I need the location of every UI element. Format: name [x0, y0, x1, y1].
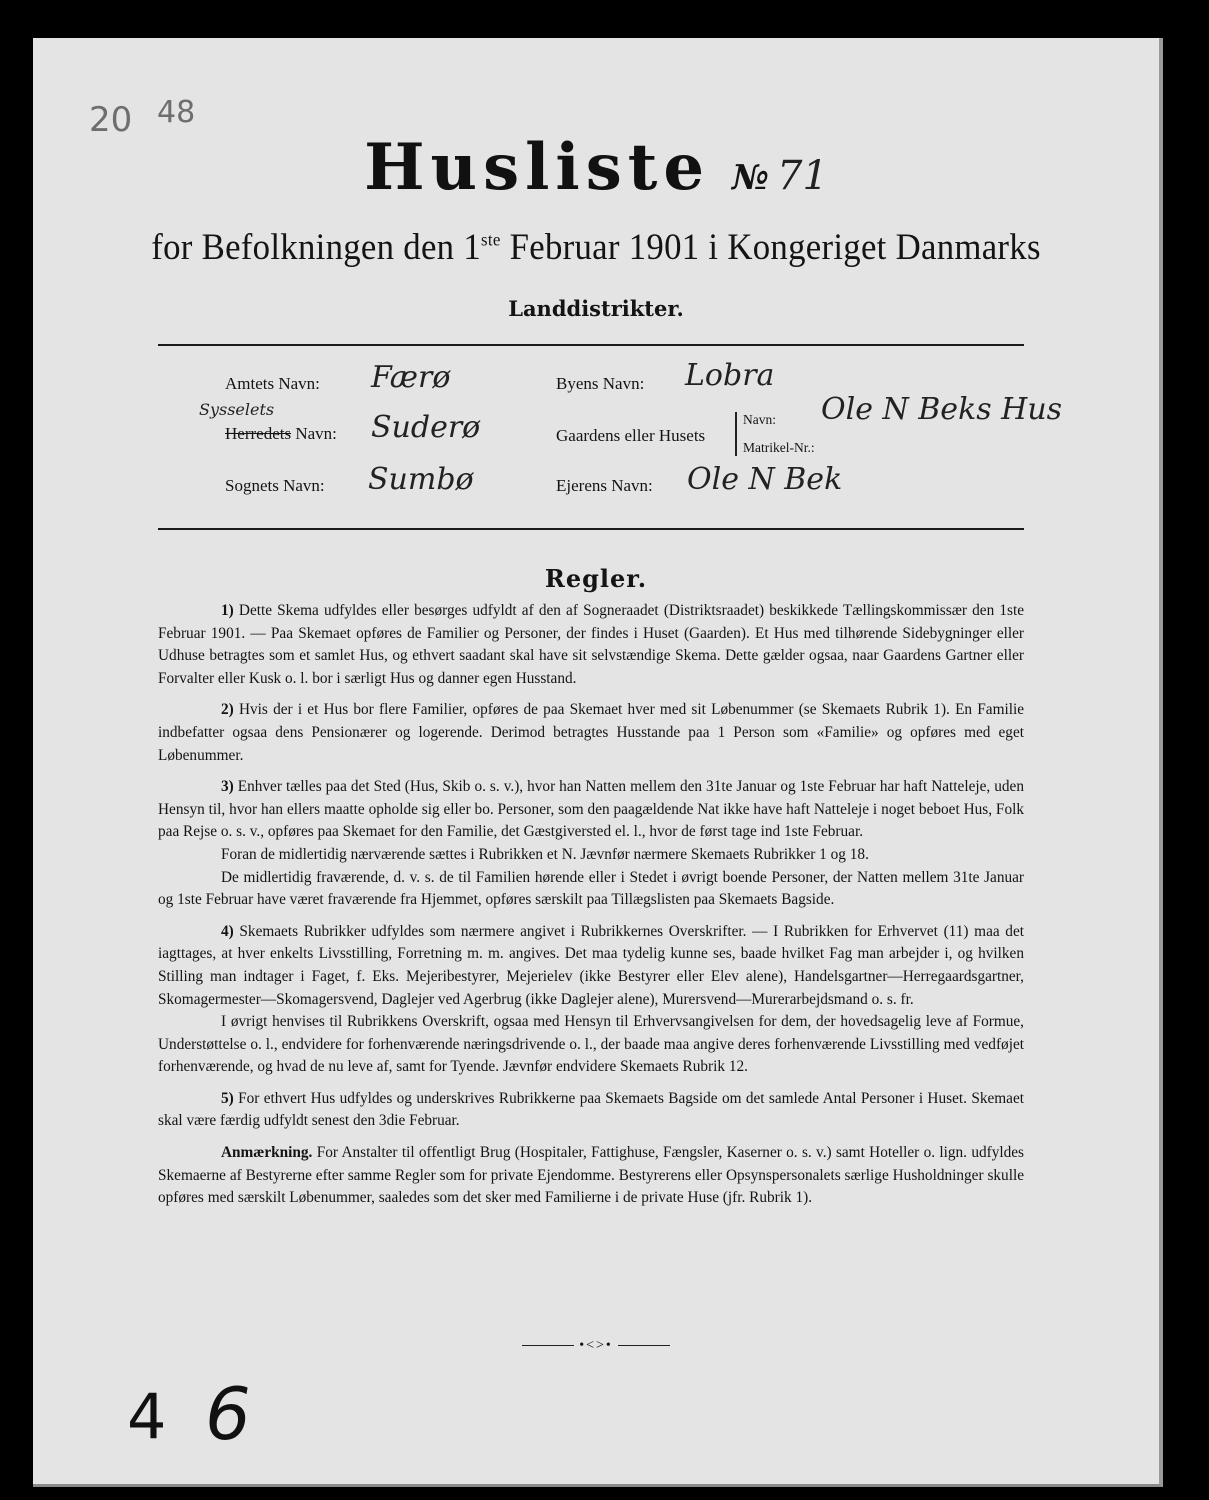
navn-value: Ole N Beks Hus: [821, 392, 1063, 427]
sogn-label: Sognets Navn:: [225, 476, 325, 495]
rule-3: [158, 776, 1024, 844]
rule-3-note-b-text: De midlertidig fraværende, d. v. s. de til Familien hørende eller i Stedet i øvrigt boende Personer, der Natten mellem 31te Januar og 1ste Februar have været fraværende fra Hjemmet, opføres særskilt paa Tillægslisten paa Skemaets Bagside.: [158, 868, 1024, 909]
subtitle-suffix: Februar 1901 i Kongeriget Danmarks: [500, 227, 1041, 268]
matrikel-label: Matrikel-Nr.:: [743, 440, 815, 455]
rule-1-number: 1): [221, 602, 234, 619]
rule-3-text: Enhver tælles paa det Sted (Hus, Skib o. s. v.), hvor han Natten mellem den 31te Januar og 1ste Februar har haft Natteleje, uden Hensyn til, hvor han ellers maatte opholde sig eller bo. Personer, som den paagældende Nat ikke have haft Natteleje i noget beboet Hus, Folk paa Rejse o. s. v., opføres paa Skemaet for den Familie, det Gæstgiversted el. l., hvor de først tage ind 1ste Februar.: [158, 778, 1024, 841]
rule-2-number: 2): [221, 701, 234, 719]
rule-4-number: 4): [221, 922, 234, 940]
gaard-bracket: [735, 412, 737, 456]
rule-5-number: 5): [221, 1089, 234, 1107]
ornament-divider: [33, 1338, 1159, 1354]
amt-label: Amtets Navn:: [225, 374, 320, 393]
gaard-label: Gaardens eller Husets: [556, 426, 706, 445]
form-number: 71: [777, 153, 828, 199]
subtitle-prefix: for Befolkningen den 1: [151, 227, 481, 268]
form-title: Husliste: [364, 130, 711, 205]
rules-body: [158, 600, 1024, 1219]
rule-1-text: Dette Skema udfyldes eller besørges udfyldt af den af Sogneraadet (Distriktsraadet) beskikkede Tællingskommissær den 1ste Februar 1901. — Paa Skemaet opføres de Familier og Personer, der findes i Huset (Gaarden). Et Hus med tilhørende Sidebygninger eller Udhuse betragtes som et samlet Hus, og ethvert saadant skal have sit selvstændige Skema. Dette gælder ogsaa, naar Gaardens Gartner eller Forvalter eller Kusk o. l. bor i særligt Hus og danner egen Husstand.: [158, 602, 1024, 687]
bottom-number-right: 6: [205, 1372, 251, 1456]
pencil-number-right: 48: [157, 95, 196, 130]
rule-4-note-text: I øvrigt henvises til Rubrikkens Overskrift, ogsaa med Hensyn til Erhvervsangivelsen for dem, der hovedsagelig leve af Formue, Understøttelse o. l., endvidere for forhenværende næringsdrivende o. l., der baade maa angive deres forhenværende Livsstilling med vedføjet forhenværende, og hvad de nu leve af, samt for Tyende. Jævnfør endvidere Skemaets Rubrik 12.: [158, 1013, 1024, 1076]
bottom-divider: [158, 528, 1024, 530]
rule-5: [158, 1088, 1024, 1133]
herred-label: [225, 424, 337, 444]
ornament-center: •<>•: [579, 1338, 613, 1353]
census-form-sheet: [33, 38, 1163, 1487]
amt-value: Færø: [371, 360, 451, 395]
herred-label-rest: Navn:: [291, 424, 337, 443]
rule-1: [158, 600, 1024, 690]
ejer-label: Ejerens Navn:: [556, 476, 653, 495]
rule-3-note-a: [158, 844, 1024, 867]
rule-4-text: Skemaets Rubrikker udfyldes som nærmere angivet i Rubrikkernes Overskrifter. — I Rubrikken for Erhvervet (11) maa det iagttages, at hver enkelts Livsstilling, Forretning m. m. angives. Det maa tydelig kunne ses, baade hvilket Fag man arbejder i, og hvilken Stilling man indtager i Faget, f. Eks. Mejeribestyrer, Mejerielev (ikke Bestyrer eller Elev alene), Handelsgartner—Herregaardsgartner, Skomagermester—Skomagersvend, Daglejer ved Agerbrug (ikke Daglejer alene), Murersvend—Murerarbejdsmand o. s. fr.: [158, 922, 1024, 1008]
navn-label: Navn:: [743, 412, 776, 427]
pencil-number-left: 20: [89, 100, 133, 140]
remark: [158, 1142, 1024, 1210]
rules-heading: Regler.: [544, 564, 648, 593]
title-row: [33, 130, 1159, 205]
sogn-value: Sumbø: [368, 462, 474, 497]
rule-3-note-b: [158, 867, 1024, 912]
rule-2-text: Hvis der i et Hus bor flere Familier, opføres de paa Skemaet hver med sit Løbenummer (se Skemaets Rubrik 1). En Familie indbefatter ogsaa dens Pensionærer og logerende. Derimod betragtes Husstande paa 1 Person som «Familie» og opføres med eget Løbenummer.: [158, 701, 1025, 764]
rule-3-note-a-text: Foran de midlertidig nærværende sættes i Rubrikken et N. Jævnfør nærmere Skemaets Rubrikker 1 og 18.: [221, 845, 869, 863]
ornament-line-right: [618, 1345, 670, 1346]
district-type: Landdistrikter.: [508, 296, 684, 321]
rule-4: [158, 921, 1024, 1011]
by-label: Byens Navn:: [556, 374, 645, 393]
rule-4-note: [158, 1011, 1024, 1079]
herred-overwrite: Sysselets: [199, 400, 275, 419]
rule-2: [158, 699, 1024, 767]
ornament-line-left: [522, 1345, 574, 1346]
rule-3-number: 3): [221, 778, 234, 796]
rule-5-text: For ethvert Hus udfyldes og underskrives Rubrikkerne paa Skemaets Bagside om det samlede Antal Personer i Huset. Skemaet skal være færdig udfyldt senest den 3die Februar.: [158, 1089, 1024, 1130]
subtitle-sup: ste: [480, 229, 501, 250]
herred-struck-word: Herredets: [225, 424, 292, 443]
ejer-value: Ole N Bek: [687, 462, 843, 497]
top-divider: [158, 344, 1024, 346]
form-subtitle: [67, 226, 1125, 269]
number-label: №: [732, 158, 770, 198]
herred-value: Suderø: [371, 410, 481, 445]
remark-label: Anmærkning.: [221, 1144, 313, 1162]
by-value: Lobra: [685, 358, 775, 393]
remark-text: For Anstalter til offentligt Brug (Hospitaler, Fattighuse, Fængsler, Kaserner o. s. v.) samt Hoteller o. lign. udfyldes Skemaerne af Bestyrerne efter samme Regler som for private Ejendomme. Bestyrerens eller Opsynspersonalets særlige Husholdninger skulle opføres med særskilt Løbenummer, saaledes som det sker med Familierne i de private Huse (jfr. Rubrik 1).: [158, 1144, 1024, 1207]
bottom-number-left: 4: [127, 1380, 167, 1453]
